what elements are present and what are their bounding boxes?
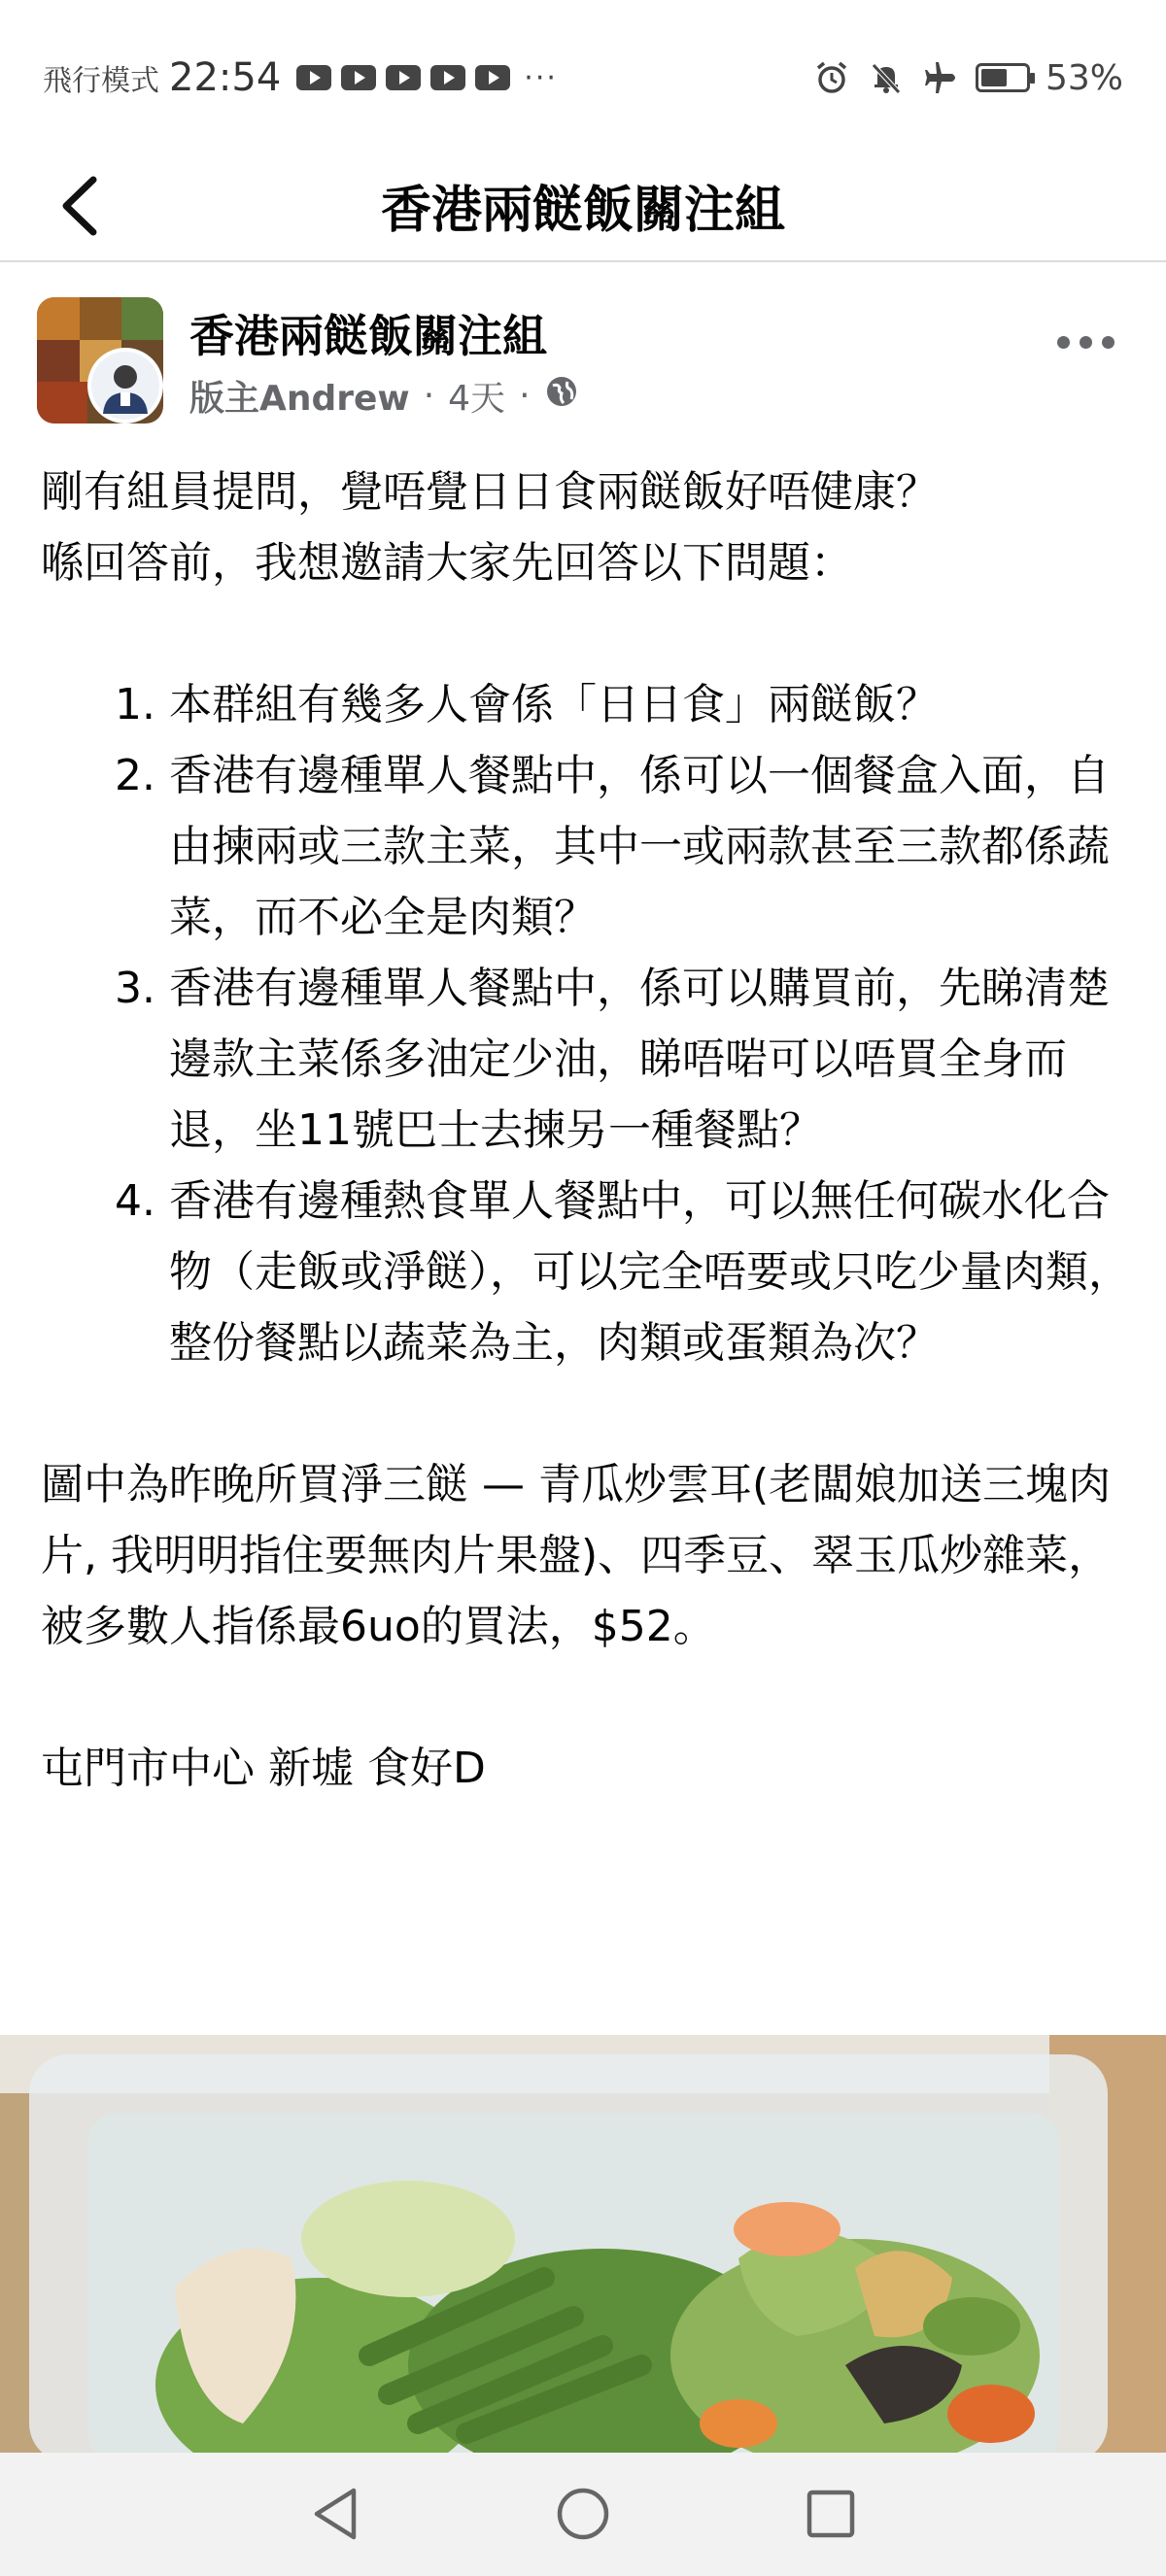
square-recents-icon: [804, 2487, 858, 2541]
meta-separator: ·: [423, 376, 435, 416]
status-bar-left: [43, 51, 558, 105]
list-number: 3.: [115, 964, 155, 1013]
system-nav-bar: [0, 2453, 1166, 2576]
list-number: 4.: [115, 1176, 155, 1226]
page-title: 香港兩餸飯關注組: [380, 182, 785, 240]
post-intro-line: 剛有組員提問，覺唔覺日日食兩餸飯好唔健康？: [41, 467, 939, 517]
post-body: [41, 457, 1139, 1804]
nav-header: [0, 146, 1166, 262]
nav-back-button[interactable]: [303, 2482, 367, 2546]
paragraph-gap: [41, 1378, 1139, 1449]
meta-separator: ·: [519, 376, 531, 416]
post-description: 圖中為昨晚所買淨三餸 — 青瓜炒雲耳(老闆娘加送三塊肉片, 我明明指住要無肉片果盤)、四季豆、翠玉瓜炒雜菜，被多數人指係最6uo的買法，$52。: [41, 1460, 1112, 1651]
triangle-back-icon: [309, 2485, 361, 2543]
list-item: [41, 1166, 1139, 1378]
youtube-icon: [475, 65, 510, 90]
status-bar-right: [812, 51, 1123, 105]
youtube-icon: [296, 65, 331, 90]
admin-avatar: [87, 348, 163, 424]
group-avatar[interactable]: [37, 297, 163, 424]
post-time[interactable]: 4天: [448, 379, 506, 419]
food-box-illustration: [0, 2035, 1166, 2453]
globe-icon: [544, 374, 579, 418]
more-dot: [1057, 336, 1070, 349]
youtube-icon: [386, 65, 421, 90]
mute-bell-icon: [867, 58, 906, 97]
nav-recents-button[interactable]: [799, 2482, 863, 2546]
youtube-icon: [341, 65, 376, 90]
circle-home-icon: [554, 2485, 612, 2543]
more-dot: [1080, 336, 1092, 349]
post-photo[interactable]: [0, 2035, 1166, 2453]
list-item: [41, 669, 1139, 740]
battery-icon: [976, 63, 1030, 92]
airplane-icon: [921, 58, 960, 97]
post-author[interactable]: 版主Andrew: [189, 379, 410, 419]
airplane-mode-label: 飛行模式: [43, 64, 159, 98]
post-meta: [189, 371, 579, 421]
list-item: [41, 953, 1139, 1166]
status-bar: [0, 0, 1166, 146]
more-notifications-indicator: ···: [524, 60, 558, 95]
list-number: 2.: [115, 751, 155, 800]
post-location-line: 屯門市中心 新墟 食好D: [41, 1744, 486, 1793]
post-options-button[interactable]: [1042, 313, 1129, 371]
post-intro-line: 喺回答前，我想邀請大家先回答以下問題：: [41, 538, 853, 588]
post-group-name[interactable]: 香港兩餸飯關注組: [189, 310, 547, 362]
alarm-icon: [812, 58, 851, 97]
list-text: 本群組有幾多人會係「日日食」兩餸飯？: [169, 680, 939, 729]
status-time: 22:54: [169, 55, 282, 100]
post-header: [0, 264, 1166, 437]
list-item: [41, 740, 1139, 953]
nav-home-button[interactable]: [551, 2482, 615, 2546]
list-number: 1.: [115, 680, 155, 729]
battery-percent: 53%: [1045, 57, 1123, 98]
paragraph-gap: [41, 598, 1139, 669]
list-text: 香港有邊種熱食單人餐點中，可以無任何碳水化合物（走飯或淨餸），可以完全唔要或只吃少量肉類，整份餐點以蔬菜為主，肉類或蛋類為次？: [169, 1176, 1131, 1368]
list-text: 香港有邊種單人餐點中，係可以購買前，先睇清楚邊款主菜係多油定少油，睇唔啱可以唔買全身而退，坐11號巴士去揀另一種餐點？: [169, 964, 1110, 1155]
more-dot: [1102, 336, 1115, 349]
youtube-icon: [430, 65, 465, 90]
paragraph-gap: [41, 1662, 1139, 1733]
question-list: [41, 669, 1139, 1378]
list-text: 香港有邊種單人餐點中，係可以一個餐盒入面，自由揀兩或三款主菜，其中一或兩款甚至三款都係蔬菜，而不必全是肉類？: [169, 751, 1110, 942]
